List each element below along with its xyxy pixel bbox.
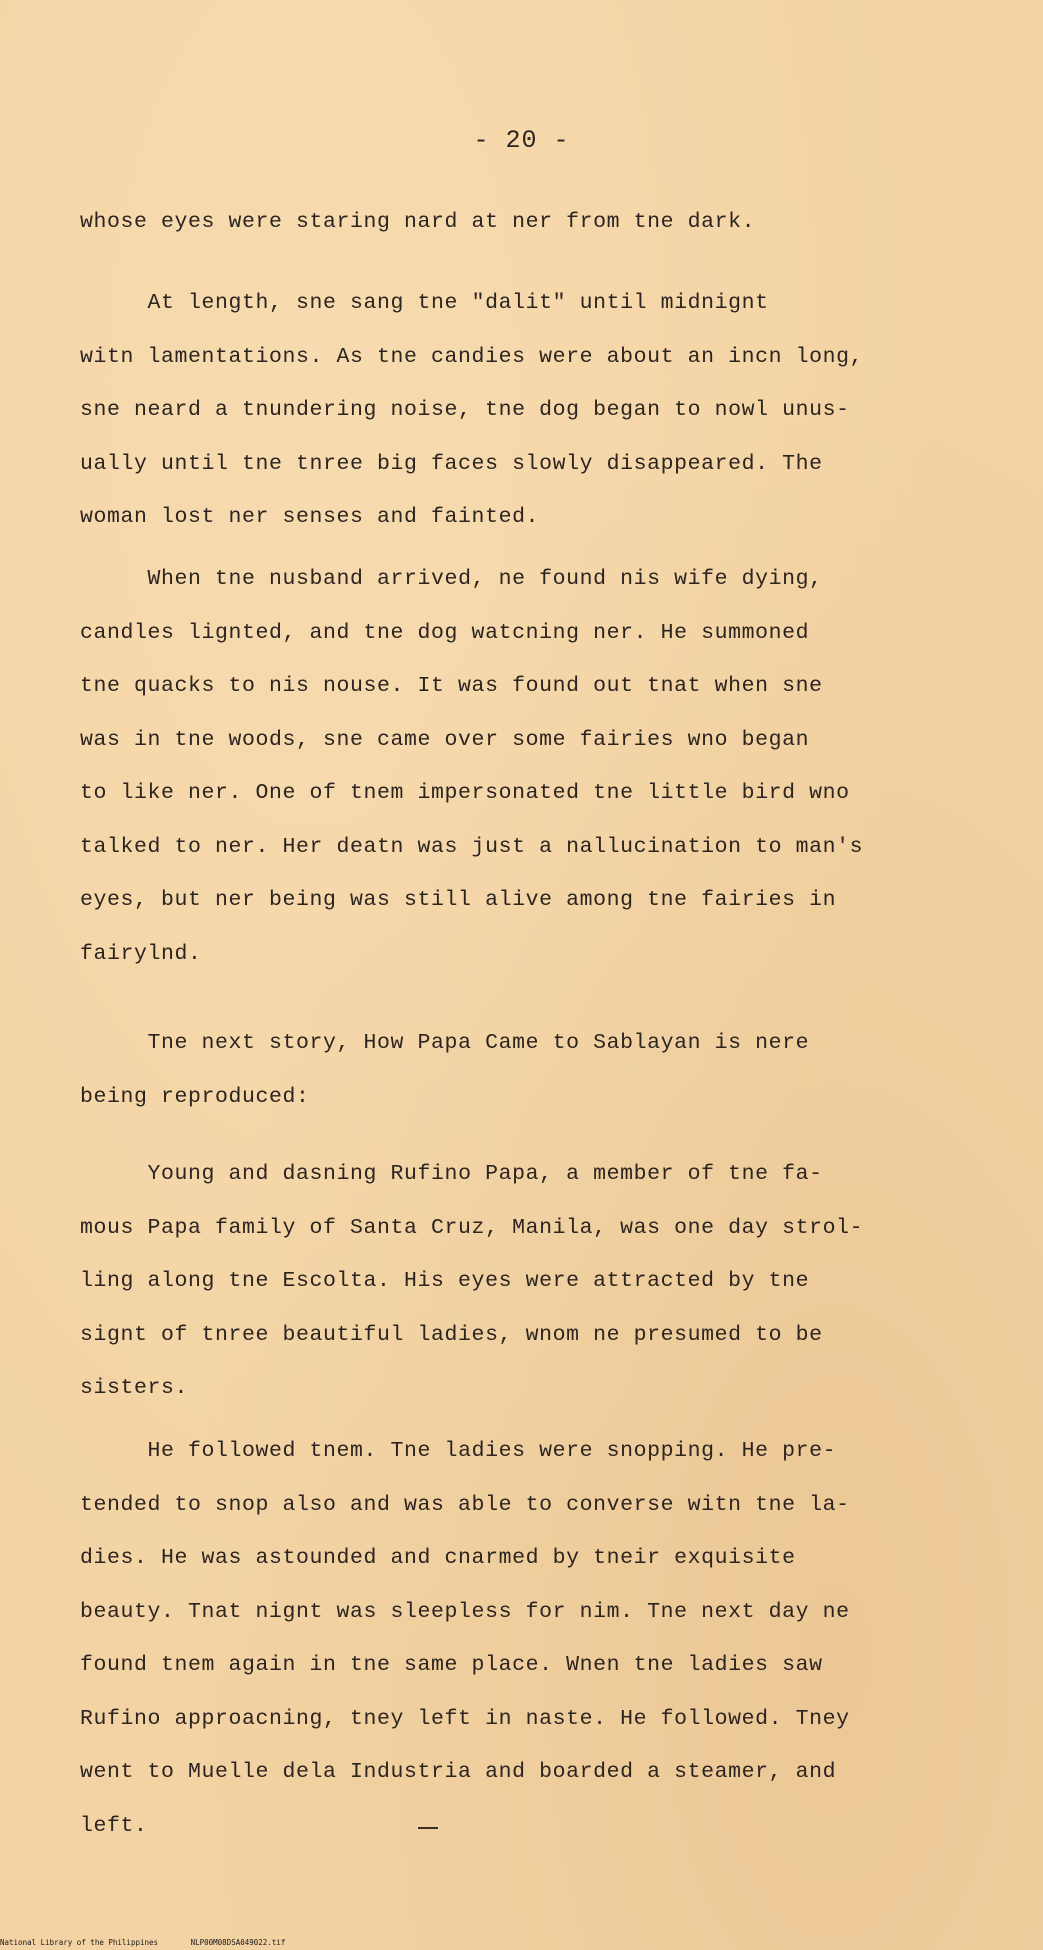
paragraph-5: Young and dasning Rufino Papa, a member of tne fa- mous Papa family of Santa Cruz, Manila, was one day strol- ling along tne Escolta. His eyes were attracted by tne signt of tnree beautiful ladies, wnom ne presumed to be sisters. — [80, 1162, 864, 1400]
footer-library: National Library of the Philippines — [0, 1938, 159, 1947]
footer-file: NLP00M08DSA049022.tif — [190, 1938, 286, 1947]
paragraph-6: He followed tnem. Tne ladies were snopping. He pre- tended to snop also and was able to converse witn tne la- dies. He was astounded and cnarmed by tneir exquisite beauty. Tnat nignt was sleepless for nim. Tne next day ne found tnem again in tne same place. Wnen tne ladies saw Rufino approacning, tney left in naste. He followed. Tney went to Muelle dela Industria and boarded a steamer, and left. — [80, 1439, 850, 1838]
bottom-dash-mark — [418, 1827, 438, 1829]
paragraph-1: whose eyes were staring nard at ner from tne dark. — [80, 210, 756, 234]
scan-footer — [0, 1938, 313, 1947]
paragraph-2: At length, sne sang tne "dalit" until midnignt witn lamentations. As tne candies were about an incn long, sne neard a tnundering noise, tne dog began to nowl unus- ually until tne tnree big faces slowly disappeared. The woman lost ner senses and fainted. — [80, 291, 864, 529]
paragraph-4: Tne next story, How Papa Came to Sablayan is nere being reproduced: — [80, 1031, 810, 1109]
page-number: - 20 - — [473, 126, 570, 155]
paragraph-3: When tne nusband arrived, ne found nis wife dying, candles lignted, and tne dog watcning ner. He summoned tne quacks to nis nouse. It was found out tnat when sne was in tne woods, sne came over some fairies wno began to like ner. One of tnem impersonated tne little bird wno talked to ner. Her deatn was just a nallucination to man's eyes, but ner being was still alive among tne fairies in fairylnd. — [80, 567, 864, 966]
